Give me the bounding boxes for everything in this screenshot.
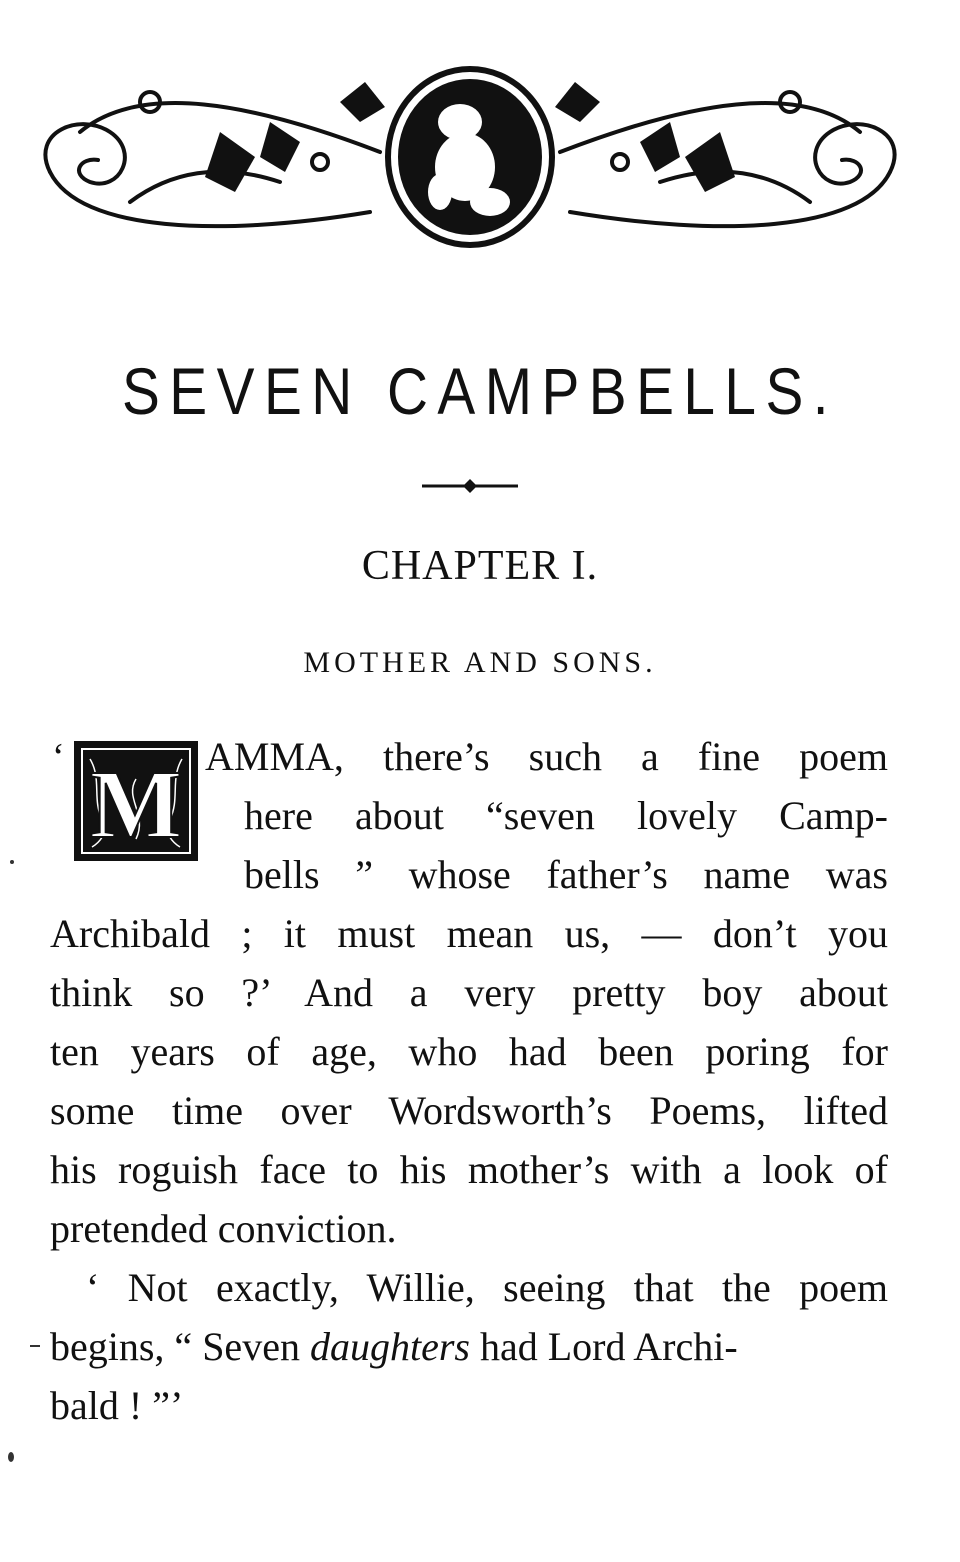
text-line-5: think so ?’ And a very pretty boy about [50, 970, 888, 1015]
text-line-6: ten years of age, who had been poring for [50, 1029, 888, 1074]
book-title: SEVEN CAMPBELLS. [121, 354, 839, 428]
scan-speck [10, 860, 14, 864]
text-line-4: Archibald ; it must mean us, — don’t you [50, 911, 888, 956]
chapter-number: CHAPTER I. [361, 543, 599, 589]
text-line-7: some time over Wordsworth’s Poems, lifted [50, 1088, 888, 1133]
text-line-2: here about “seven lovely Camp- [244, 793, 888, 838]
diamond-rule-ornament-icon [420, 476, 520, 496]
floral-headpiece-icon [20, 62, 920, 252]
text-line-1: AMMA, there’s such a fine poem [205, 734, 888, 779]
text-line-3: bells ” whose father’s name was [244, 852, 888, 897]
text-line-8: his roguish face to his mother’s with a look of [50, 1147, 888, 1192]
text-line-11-b: had Lord Archi- [469, 1324, 738, 1369]
drop-cap [72, 739, 200, 863]
text-line-10: ‘ Not exactly, Willie, seeing that the poem [86, 1265, 888, 1310]
scan-speck [8, 1452, 14, 1462]
text-line-11-a: begins, “ Seven [50, 1324, 310, 1369]
drop-cap-letter: M [89, 751, 183, 859]
scan-speck [30, 1345, 40, 1347]
text-line-9: pretended conviction. [50, 1206, 397, 1251]
drop-cap-frame-icon [72, 739, 200, 863]
italic-daughters: daughters [309, 1324, 470, 1369]
text-line-11 [50, 1324, 888, 1369]
text-line-12: bald ! ”’ [50, 1383, 184, 1428]
opening-quote-mark: ‘ [52, 736, 65, 778]
chapter-title: MOTHER AND SONS. [303, 646, 657, 679]
